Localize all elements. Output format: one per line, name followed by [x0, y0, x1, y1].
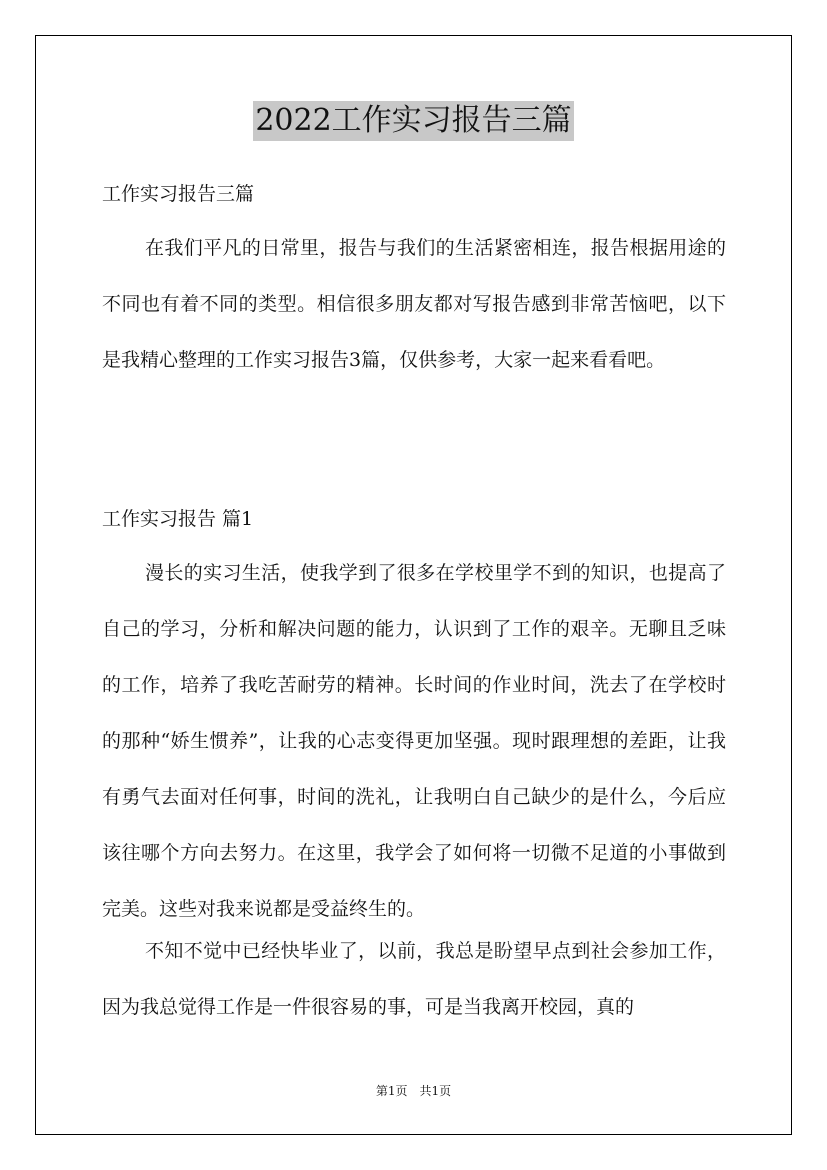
document-subtitle: 工作实习报告三篇 [102, 183, 255, 205]
page-footer: 第1页 共1页 [375, 1084, 452, 1098]
intro-paragraph: 在我们平凡的日常里，报告与我们的生活紧密相连，报告根据用途的不同也有着不同的类型。相信很多朋友都对写报告感到非常苦恼吧，以下是我精心整理的工作实习报告3篇，仅供参考，大家一起来看看吧。 [102, 237, 726, 371]
body-paragraph-2: 不知不觉中已经快毕业了，以前，我总是盼望早点到社会参加工作，因为我总觉得工作是一件很容易的事，可是当我离开校园，真的 [102, 940, 726, 1018]
document-title: 2022工作实习报告三篇 [253, 101, 573, 141]
title-container [0, 101, 827, 141]
body-paragraph-1: 漫长的实习生活，使我学到了很多在学校里学不到的知识，也提高了自己的学习，分析和解决问题的能力，认识到了工作的艰辛。无聊且乏味的工作，培养了我吃苦耐劳的精神。长时间的作业时间，洗去了在学校时的那种“娇生惯养”，让我的心志变得更加坚强。现时跟理想的差距，让我有勇气去面对任何事，时间的洗礼，让我明白自己缺少的是什么，今后应该往哪个方向去努力。在这里，我学会了如何将一切微不足道的小事做到完美。这些对我来说都是受益终生的。 [102, 562, 726, 920]
section-heading: 工作实习报告 篇1 [102, 508, 254, 530]
